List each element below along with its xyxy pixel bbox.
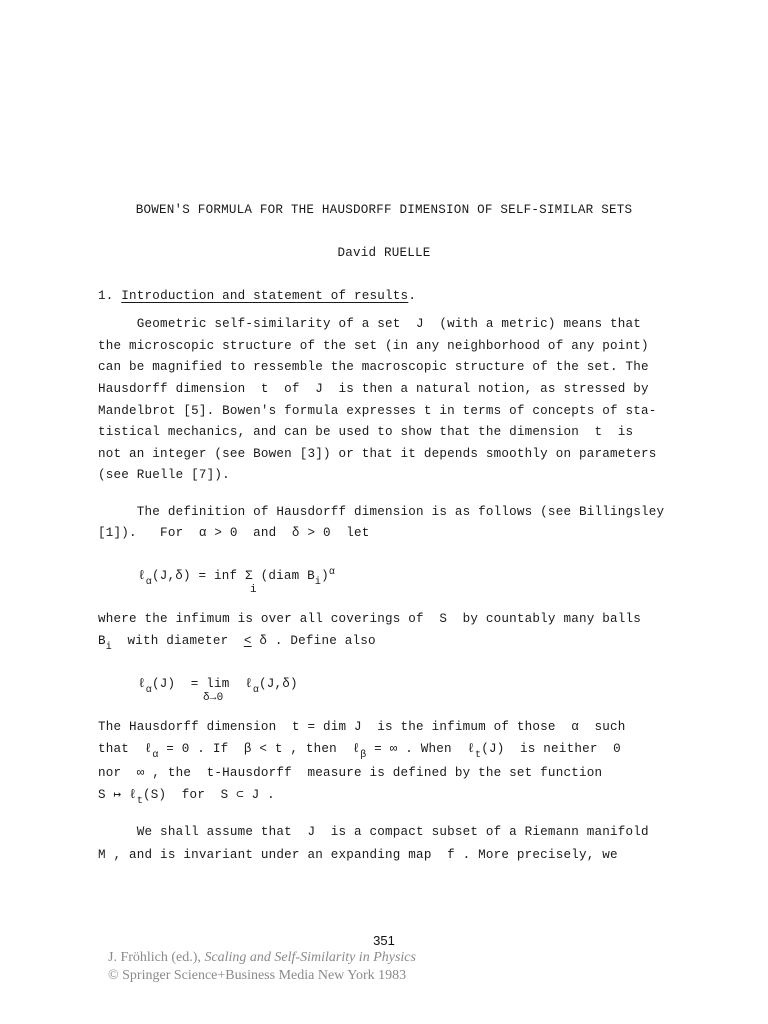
footer-copyright: © Springer Science+Business Media New York 1983 (108, 968, 407, 983)
text-line: S ↦ ℓ$_t$(S) for S ⊂ J . (98, 788, 275, 807)
section-title-end: . (408, 289, 417, 303)
equation-limit: ℓ$_\alpha$(J) = lim ℓ$_\alpha$(J,δ) (138, 677, 298, 696)
text-line: (see Ruelle [7]). (98, 468, 230, 482)
text-line: can be magnified to ressemble the macroscopic structure of the set. The (98, 360, 649, 374)
text-line: Hausdorff dimension t of J is then a natural notion, as stressed by (98, 382, 649, 396)
text-line: The definition of Hausdorff dimension is as follows (see Billingsley (98, 505, 665, 519)
equation-sum-index: i (250, 584, 257, 596)
text-line: $B_i$ with diameter < δ . Define also (98, 634, 376, 653)
author-name: David RUELLE (337, 246, 431, 260)
text-line: where the infimum is over all coverings of S by countably many balls (98, 612, 642, 626)
section-heading (98, 290, 416, 303)
page-number: 351 (373, 933, 395, 948)
text-line: The Hausdorff dimension t = dim J is the infimum of those α such (98, 720, 626, 734)
text-line: M , and is invariant under an expanding map f . More precisely, we (98, 848, 618, 862)
text-line: tistical mechanics, and can be used to show that the dimension t is (98, 425, 634, 439)
equation-measure: ℓ$_\alpha$(J,δ) = inf Σ (diam $B_i)^\alpha$ (138, 567, 336, 588)
equation-limit-index: δ→0 (203, 692, 224, 704)
section-number: 1. (98, 289, 122, 303)
text-line: the microscopic structure of the set (in any neighborhood of any point) (98, 339, 649, 353)
text-line: We shall assume that J is a compact subset of a Riemann manifold (98, 825, 649, 839)
section-title: Introduction and statement of results (121, 289, 409, 303)
text-line: Geometric self-similarity of a set J (with a metric) means that (98, 317, 642, 331)
text-line: nor ∞ , the t-Hausdorff measure is defined by the set function (98, 766, 603, 780)
text-line: not an integer (see Bowen [3]) or that it depends smoothly on parameters (98, 447, 657, 461)
footer-citation: J. Fröhlich (ed.), Scaling and Self-Similarity in Physics (108, 950, 416, 965)
text-line: [1]). For α > 0 and δ > 0 let (98, 526, 370, 540)
paper-title: BOWEN'S FORMULA FOR THE HAUSDORFF DIMENSION OF SELF-SIMILAR SETS (135, 203, 633, 217)
text-line: that ℓ$_\alpha$ = 0 . If β < t , then ℓ$_\beta$ = ∞ . When ℓ$_t$(J) is neither 0 (98, 742, 621, 761)
text-line: Mandelbrot [5]. Bowen's formula expresses t in terms of concepts of sta- (98, 404, 657, 418)
